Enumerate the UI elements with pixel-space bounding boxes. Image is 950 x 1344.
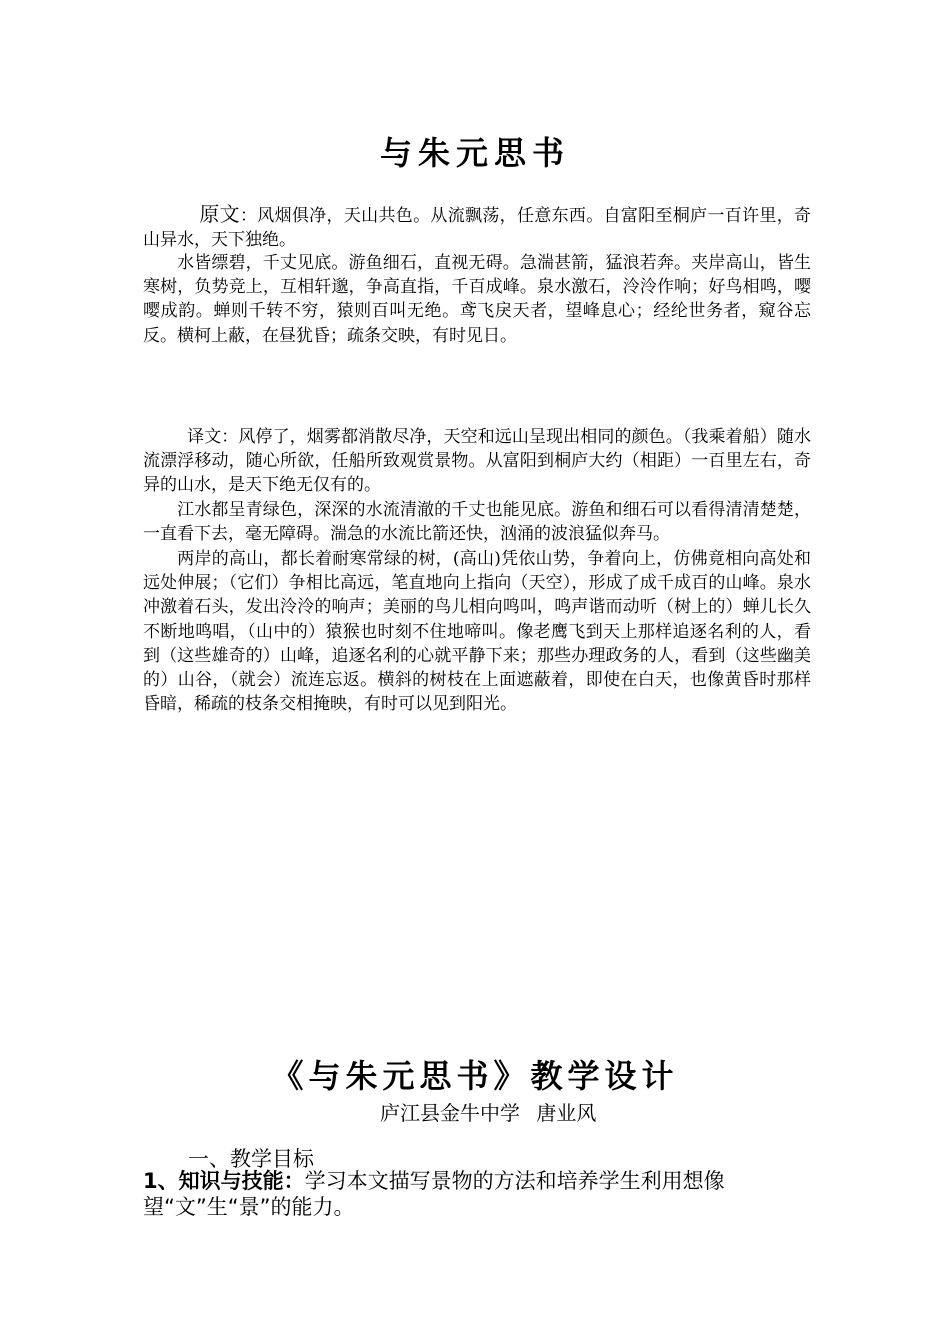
translation-paragraph-3: [143, 547, 811, 716]
original-paragraph-1: [143, 202, 811, 252]
translation-paragraph-3-text: 两岸的高山，都长着耐寒常绿的树，(高山)凭依山势，争着向上，仿佛竟相向高处和远处伸展；（它们）争相比高远，笔直地向上指向（天空），形成了成千成百的山峰。泉水冲激着石头，发出泠泠的响声；美丽的鸟儿相向鸣叫，鸣声谐而动听（树上的）蝉儿长久不断地鸣唱，（山中的）猿猴也时刻不住地啼叫。像老鹰飞到天上那样追逐名利的人，看到（这些雄奇的）山峰，追逐名利的心就平静下来；那些办理政务的人，看到（这些幽美的）山谷，（就会）流连忘返。横斜的树枝在上面遮蔽着，即使在白天，也像黄昏时那样昏暗，稀疏的枝条交相掩映，有时可以见到阳光。: [143, 549, 811, 715]
design-author: 庐江县金牛中学 唐业风: [380, 1101, 597, 1125]
design-title: 《与朱元思书》教学设计: [271, 1057, 679, 1095]
translation-paragraph-1-text: 译文：风停了，烟雾都消散尽净，天空和远山呈现出相同的颜色。（我乘着船）随水流漂浮移动，随心所欲，任船所致观赏景物。从富阳到桐庐大约（相距）一百里左右，奇异的山水，是天下绝无仅有的。: [143, 427, 811, 496]
original-paragraph-2-text: 水皆缥碧，千丈见底。游鱼细石，直视无碍。急湍甚箭，猛浪若奔。夹岸高山，皆生寒树，负势竞上，互相轩邈，争高直指，千百成峰。泉水激石，泠泠作响；好鸟相鸣，嘤嘤成韵。蝉则千转不穷，猿则百叫无绝。鸢飞戾天者，望峰息心；经纶世务者，窥谷忘反。横柯上蔽，在昼犹昏；疏条交映，有时见日。: [143, 253, 811, 346]
translation-paragraph-2: [143, 498, 811, 546]
section-heading-goals: 一、教学目标: [188, 1147, 314, 1171]
original-lead-label: 原文: [199, 202, 240, 226]
original-paragraph-2: [143, 251, 811, 348]
goal-item-1: [143, 1168, 823, 1220]
goal-item-1-label: 1、知识与技能：: [143, 1169, 305, 1193]
translation-paragraph-1: [143, 425, 811, 498]
original-paragraph-1-text: ：风烟俱净，天山共色。从流飘荡，任意东西。自富阳至桐庐一百许里，奇山异水，天下独绝。: [143, 206, 812, 251]
translation-paragraph-2-text: 江水都呈青绿色，深深的水流清澈的千丈也能见底。游鱼和细石可以看得清清楚楚，一直看下去，毫无障碍。湍急的水流比箭还快，汹涌的波浪猛似奔马。: [143, 500, 811, 545]
goal-item-1-text: 学习本文描写景物的方法和培养学生利用想像望“文”生“景”的能力。: [143, 1169, 725, 1219]
document-title: 与朱元思书: [379, 134, 570, 172]
